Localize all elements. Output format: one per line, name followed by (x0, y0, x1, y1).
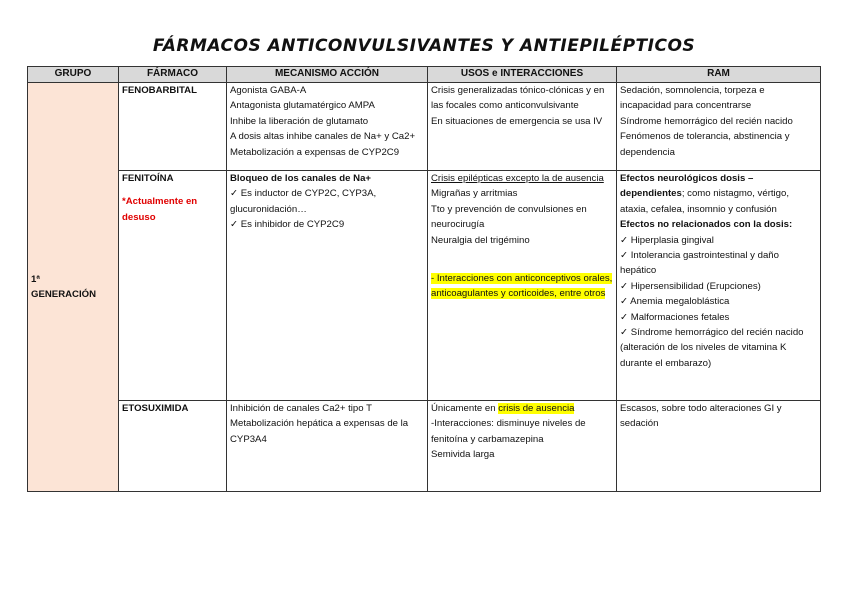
mec-line: Metabolización hepática a expensas de la CYP3A4 (230, 418, 409, 445)
ram-line: ✓ Síndrome hemorrágico del recién nacido (alteración de los niveles de vitamina K durante el embarazo) (620, 327, 804, 369)
usos-line: Semivida larga (431, 449, 495, 461)
usos-line: -Interacciones: disminuye niveles de fenitoína y carbamazepina (431, 418, 586, 445)
header-farmaco: FÁRMACO (119, 67, 227, 83)
header-ram: RAM (617, 67, 821, 83)
ram-fenitoina (617, 171, 821, 401)
mec-line: Agonista GABA-A (230, 85, 307, 96)
usos-line: Migrañas y arritmias (431, 188, 518, 200)
page-title: FÁRMACOS ANTICONVULSIVANTES Y ANTIEPILÉPTICOS (152, 36, 696, 56)
ram-line: Sedación, somnolencia, torpeza e incapacidad para concentrarse (620, 85, 765, 112)
ram-line: ✓ Hiperplasia gingival (620, 234, 714, 246)
group-cell (28, 83, 119, 492)
mec-line: Inhibe la liberación de glutamato (230, 115, 369, 127)
ram-line: ; como nistagmo, vértigo, ataxia, cefalea, insomnio y confusión (620, 188, 790, 215)
table-row-etosuximida (28, 401, 821, 492)
table-row-fenitoina (28, 171, 821, 401)
ram-line: ✓ Anemia megaloblástica (620, 296, 730, 308)
mec-line: ✓ Es inhibidor de CYP2C9 (230, 219, 345, 231)
group-line-1: 1ª (31, 273, 40, 285)
ram-line: Síndrome hemorrágico del recién nacido (620, 115, 793, 127)
ram-line: ✓ Malformaciones fetales (620, 311, 730, 323)
ram-fenobarbital (617, 83, 821, 171)
mecanismo-fenobarbital (227, 83, 428, 171)
ram-heading: Efectos no relacionados con la dosis: (620, 219, 793, 231)
usos-fenobarbital (428, 83, 617, 171)
header-row (28, 67, 821, 83)
ausencia-highlight: crisis de ausencia (498, 403, 575, 414)
drug-fenitoina: FENITOÍNA (122, 173, 174, 184)
mec-line: Metabolización a expensas de CYP2C9 (230, 146, 400, 158)
usos-line: En situaciones de emergencia se usa IV (431, 115, 603, 127)
drug-fenitoina-cell (119, 171, 227, 401)
interacciones-highlight: - Interacciones con anticonceptivos orales, anticoagulantes y corticoides, entre otros (431, 273, 613, 300)
ram-heading: Efectos neurológicos dosis – dependientes (620, 173, 754, 200)
mec-title: Bloqueo de los canales de Na+ (230, 173, 372, 184)
usos-etosuximida (428, 401, 617, 492)
mec-line: Inhibición de canales Ca2+ tipo T (230, 403, 372, 414)
table-row-fenobarbital (28, 83, 821, 171)
usos-line: Únicamente en (431, 403, 499, 414)
usos-fenitoina (428, 171, 617, 401)
usos-line: Crisis generalizadas tónico-clónicas y en las focales como anticonvulsivante (431, 85, 605, 112)
header-grupo: GRUPO (28, 67, 119, 83)
usos-line: Tto y prevención de convulsiones en neurocirugía (431, 203, 587, 231)
ram-line: Fenómenos de tolerancia, abstinencia y dependencia (620, 131, 790, 158)
disuse-note: *Actualmente en desuso (122, 196, 198, 223)
usos-line: Neuralgia del trigémino (431, 234, 530, 246)
group-line-2: GENERACIÓN (31, 289, 97, 300)
mec-line: ✓ Es inductor de CYP2C, CYP3A, glucuronidación… (230, 188, 377, 215)
mec-line: A dosis altas inhibe canales de Na+ y Ca2+ (230, 131, 416, 143)
header-mecanismo: MECANISMO ACCIÓN (227, 67, 428, 83)
spacer (122, 186, 223, 194)
ram-line: ✓ Hipersensibilidad (Erupciones) (620, 280, 761, 292)
ram-etosuximida: Escasos, sobre todo alteraciones GI y sedación (617, 401, 821, 492)
mecanismo-etosuximida (227, 401, 428, 492)
ram-line: ✓ Intolerancia gastrointestinal y daño hepático (620, 250, 779, 277)
drug-table (27, 66, 821, 492)
usos-line: Crisis epilépticas excepto la de ausencia (431, 173, 604, 184)
mec-line: Antagonista glutamatérgico AMPA (230, 100, 375, 112)
mecanismo-fenitoina (227, 171, 428, 401)
header-usos: USOS e INTERACCIONES (428, 67, 617, 83)
drug-etosuximida: ETOSUXIMIDA (119, 401, 227, 492)
spacer (431, 248, 613, 271)
drug-fenobarbital: FENOBARBITAL (119, 83, 227, 171)
